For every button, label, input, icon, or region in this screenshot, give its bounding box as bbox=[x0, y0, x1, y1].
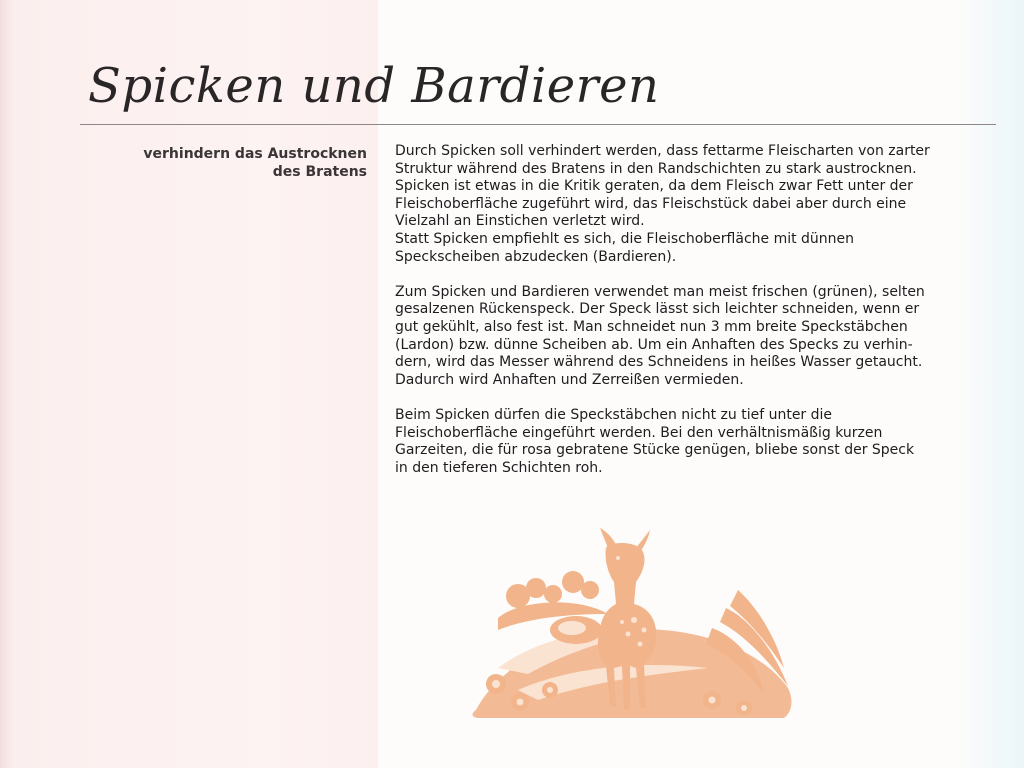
text-line: dern, wird das Messer während des Schneidens in heißes Wasser getaucht. bbox=[395, 354, 923, 371]
text-line: Struktur während des Bratens in den Randschichten zu stark austrocknen. bbox=[395, 160, 917, 177]
text-line: (Lardon) bzw. dünne Scheiben ab. Um ein Anhaften des Specks zu verhin- bbox=[395, 336, 913, 353]
text-line: Beim Spicken dürfen die Speckstäbchen nicht zu tief unter die bbox=[395, 406, 833, 423]
paragraph-3 bbox=[395, 407, 1010, 477]
text-line: Dadurch wird Anhaften und Zerreißen vermieden. bbox=[395, 371, 744, 388]
text-line: Statt Spicken empfiehlt es sich, die Fleischoberfläche mit dünnen bbox=[395, 230, 855, 247]
text-line: Fleischoberfläche eingeführt werden. Bei den verhältnismäßig kurzen bbox=[395, 424, 883, 441]
text-line: gesalzenen Rückenspeck. Der Speck lässt sich leichter schneiden, wenn er bbox=[395, 301, 920, 318]
paragraph-2 bbox=[395, 284, 1010, 390]
text-line: Speckscheiben abzudecken (Bardieren). bbox=[395, 248, 677, 265]
fawn-illustration-icon bbox=[458, 518, 800, 733]
side-heading-line-1: verhindern das Austrocknen bbox=[143, 146, 367, 162]
text-line: gut gekühlt, also fest ist. Man schneidet nun 3 mm breite Speckstäbchen bbox=[395, 318, 908, 335]
side-heading bbox=[90, 145, 367, 181]
text-line: Garzeiten, die für rosa gebratene Stücke genügen, bliebe sonst der Speck bbox=[395, 442, 915, 459]
page-title: Spicken und Bardieren bbox=[88, 58, 660, 114]
text-line: Fleischoberfläche zugeführt wird, das Fleischstück dabei aber durch eine bbox=[395, 195, 907, 212]
left-margin-band bbox=[0, 0, 378, 768]
side-heading-line-2: des Bratens bbox=[272, 164, 367, 180]
text-line: Spicken ist etwas in die Kritik geraten, da dem Fleisch zwar Fett unter der bbox=[395, 178, 913, 195]
text-line: in den tieferen Schichten roh. bbox=[395, 459, 603, 476]
page-edge-shadow bbox=[0, 0, 14, 768]
title-divider bbox=[80, 124, 996, 125]
text-line: Zum Spicken und Bardieren verwendet man meist frischen (grünen), selten bbox=[395, 283, 925, 300]
body-text bbox=[395, 143, 1010, 495]
text-line: Durch Spicken soll verhindert werden, dass fettarme Fleischarten von zarter bbox=[395, 143, 930, 159]
paragraph-1 bbox=[395, 143, 1010, 266]
text-line: Vielzahl an Einstichen verletzt wird. bbox=[395, 213, 645, 230]
